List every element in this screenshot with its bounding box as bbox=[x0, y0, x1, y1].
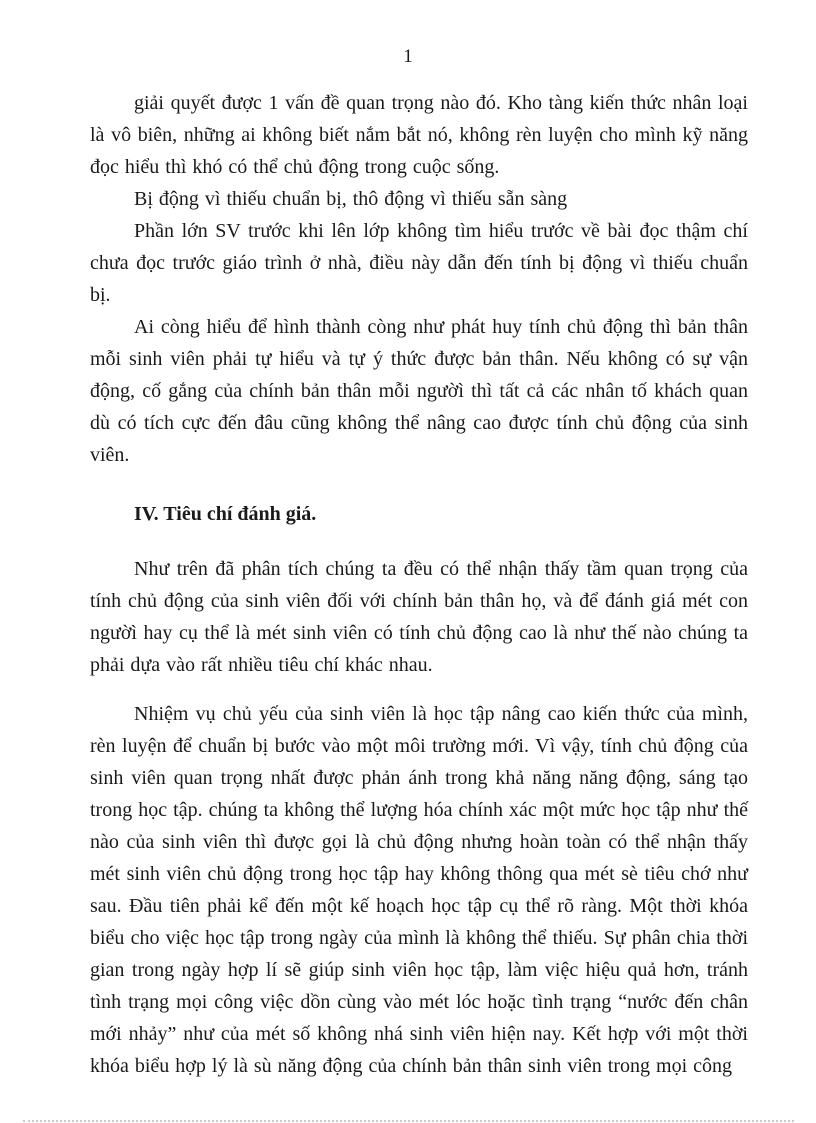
section-heading-criteria: IV. Tiêu chí đánh giá. bbox=[134, 503, 317, 525]
paragraph-study-tasks: Nhiệm vụ chủ yếu của sinh viên là học tập nâng cao kiến thức của mình, rèn luyện để chuẩn bị bước vào một môi trường mới. Vì vậy, tính chủ động của sinh viên quan trọng nhất được phản ánh trong khả năng năng động, sáng tạo trong học tập. chúng ta không thể lượng hóa chính xác một mức học tập như thế nào của sinh viên thì được gọi là chủ động nhưng hoàn toàn có thể nhận thấy mét sinh viên chủ động trong học tập hay không thông qua mét sè tiêu chớ như sau. Đầu tiên phải kể đến một kế hoạch học tập cụ thể rõ ràng. Một thời khóa biểu cho việc học tập trong ngày của mình là không thể thiếu. Sự phân chia thời gian trong ngày hợp lí sẽ giúp sinh viên học tập, làm việc hiệu quả hơn, tránh tình trạng mọi công việc dồn cùng vào mét lóc hoặc tình trạng “nước đến chân mới nhảy” như của mét số không nhá sinh viên hiện nay. Kết hợp với một thời khóa biểu hợp lý là sù năng động của chính bản thân sinh viên trong mọi công bbox=[90, 703, 748, 1077]
document-body bbox=[90, 87, 748, 1082]
paragraph-students-unprepared: Phần lớn SV trước khi lên lớp không tìm hiểu trước về bài đọc thậm chí chưa đọc trước giáo trình ở nhà, điều này dẫn đến tính bị động vì thiếu chuẩn bị. bbox=[90, 220, 748, 306]
paragraph-importance-analysis: Như trên đã phân tích chúng ta đều có thể nhận thấy tầm quan trọng của tính chủ động của sinh viên đối với chính bản thân họ, và để đánh giá mét con ngườì hay cụ thể là mét sinh viên có tính chủ động cao là như thế nào chúng ta phải dựa vào rất nhiều tiêu chí khác nhau. bbox=[90, 558, 748, 676]
paragraph-passive-statement: Bị động vì thiếu chuẩn bị, thô động vì thiếu sẵn sàng bbox=[134, 188, 568, 210]
paragraph-self-awareness: Ai còng hiểu để hình thành còng như phát huy tính chủ động thì bản thân mỗi sinh viên phải tự hiểu và tự ý thức được bản thân. Nếu không có sự vận động, cố gắng của chính bản thân mỗi ngườì thì tất cả các nhân tố khách quan dù có tích cực đến đâu cũng không thể nâng cao được tính chủ động của sinh viên. bbox=[90, 316, 748, 466]
paragraph-intro-continuation: giải quyết được 1 vấn đề quan trọng nào đó. Kho tàng kiến thức nhân loại là vô biên, những ai không biết nắm bắt nó, không rèn luyện cho mình kỹ năng đọc hiểu thì khó có thể chủ động trong cuộc sống. bbox=[90, 92, 748, 178]
page-bottom-dotted-divider bbox=[23, 1120, 794, 1122]
page-number: 1 bbox=[403, 46, 413, 67]
